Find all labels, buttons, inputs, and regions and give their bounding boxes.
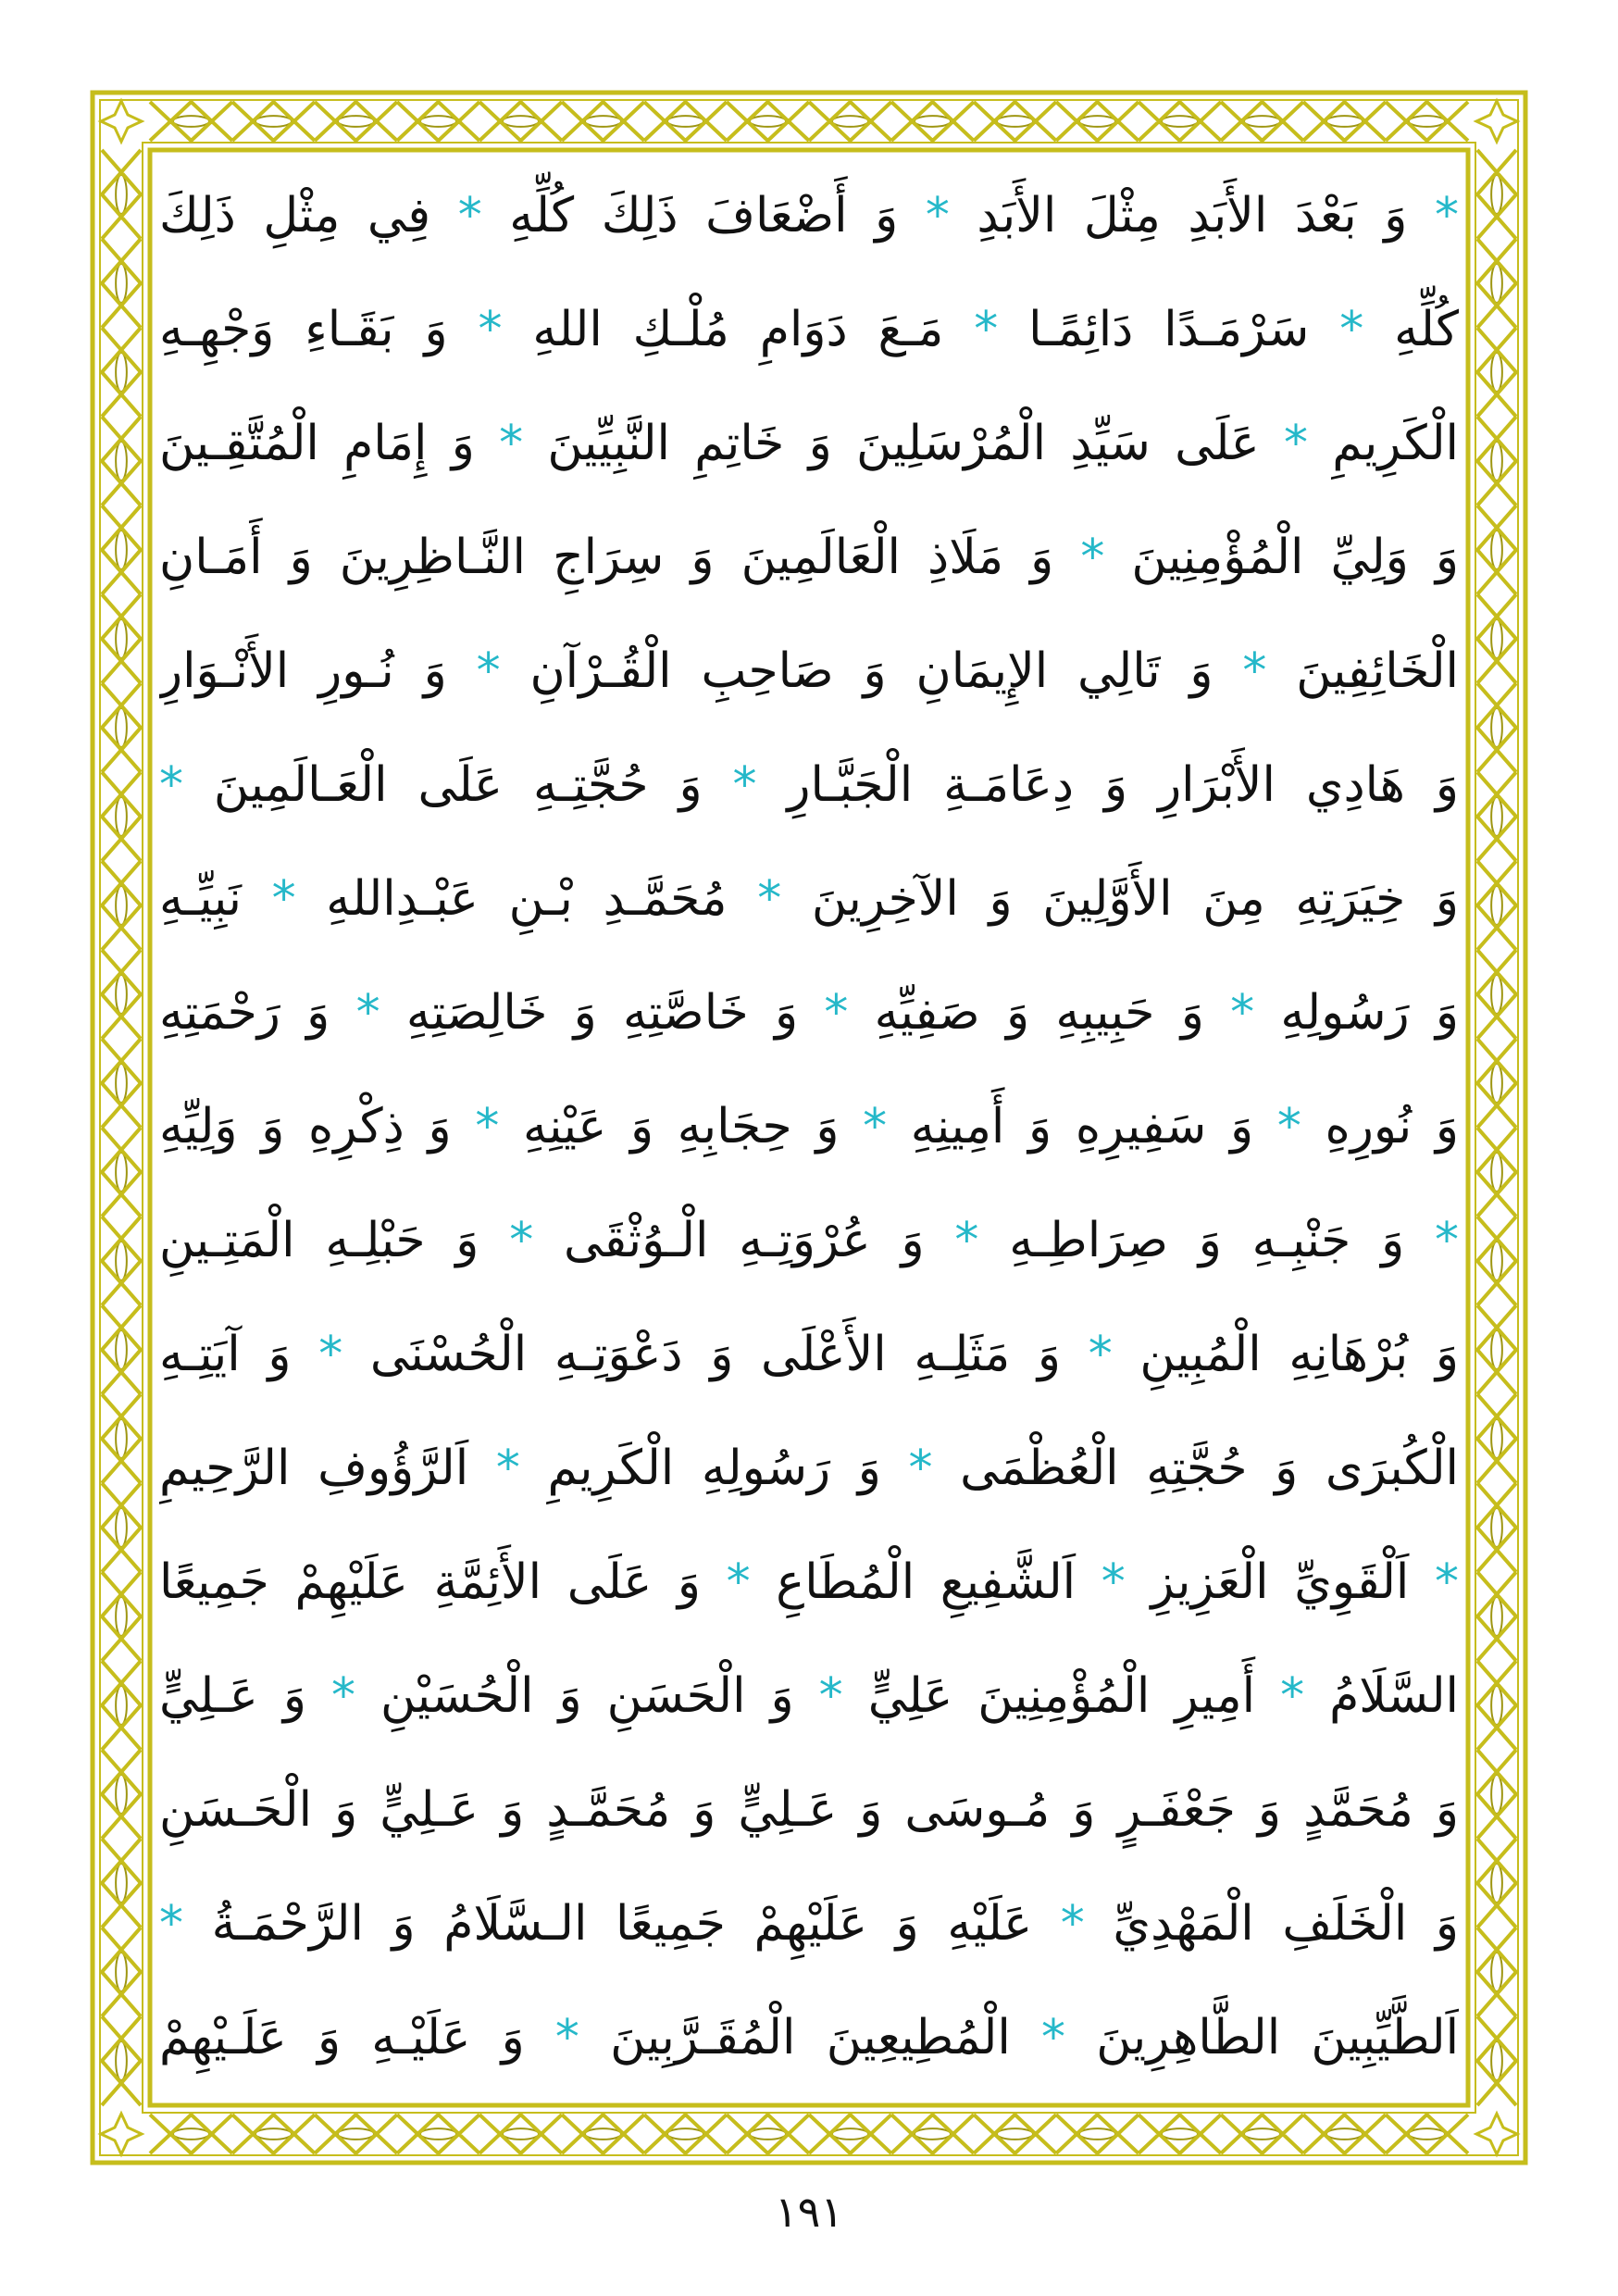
- text-line: وَ مُحَمَّدٍ وَ جَعْفَـرٍ وَ مُـوسَى وَ عَـلِيٍّ وَ مُحَمَّـدٍ وَ عَـلِيٍّ وَ الْحَـسَنِ: [159, 1782, 1459, 1838]
- text-line: وَ هَادِي الأَبْرَارِ وَ دِعَامَـةِ الْجَبَّـارِ * وَ حُجَّتِـهِ عَلَى الْعَـالَمِينَ *: [159, 757, 1459, 813]
- text-line: * وَ جَنْبِـهِ وَ صِرَاطِـهِ * وَ عُرْوَتِـهِ الْـوُثْقَى * وَ حَبْلِـهِ الْمَتِـينِ: [159, 1213, 1459, 1268]
- separator-star-icon: *: [1435, 1213, 1459, 1268]
- separator-star-icon: *: [1060, 1896, 1085, 1952]
- separator-star-icon: *: [271, 871, 296, 927]
- text-line: السَّلَامُ * أَمِيرِ الْمُؤْمِنِينَ عَلِيٍّ * وَ الْحَسَنِ وَ الْحُسَيْنِ * وَ عَـلِيٍّ: [159, 1668, 1459, 1724]
- separator-star-icon: *: [726, 1554, 751, 1610]
- separator-star-icon: *: [1230, 985, 1255, 1041]
- separator-star-icon: *: [1101, 1554, 1126, 1610]
- separator-star-icon: *: [355, 985, 380, 1041]
- text-body: [159, 159, 1459, 2098]
- page-number: ١٩١: [774, 2187, 844, 2237]
- separator-star-icon: *: [1280, 1668, 1305, 1724]
- separator-star-icon: *: [457, 188, 482, 243]
- text-line: كُلِّهِ * سَرْمَـدًا دَائِمًـا * مَـعَ دَوَامِ مُلْـكِ اللهِ * وَ بَقَـاءِ وَجْهِـهِ: [159, 302, 1459, 357]
- separator-star-icon: *: [499, 416, 524, 471]
- separator-star-icon: *: [159, 757, 183, 813]
- text-line: الْخَائِفِينَ * وَ تَالِي الإِيمَانِ وَ صَاحِبِ الْقُـرْآنِ * وَ نُـورِ الأَنْـوَارِ: [159, 643, 1459, 699]
- text-line: * اَلْقَوِيِّ الْعَزِيزِ * اَلشَّفِيعِ الْمُطَاعِ * وَ عَلَى الأَئِمَّةِ عَلَيْهِمْ جَمِيعًا: [159, 1554, 1459, 1610]
- separator-star-icon: *: [478, 302, 503, 357]
- separator-star-icon: *: [159, 1896, 183, 1952]
- text-line: الْكَرِيمِ * عَلَى سَيِّدِ الْمُرْسَلِينَ وَ خَاتِمِ النَّبِيِّينَ * وَ إِمَامِ الْمُتَّقِـينَ: [159, 416, 1459, 471]
- separator-star-icon: *: [330, 1668, 355, 1724]
- separator-star-icon: *: [974, 302, 999, 357]
- separator-star-icon: *: [476, 643, 501, 699]
- separator-star-icon: *: [954, 1213, 979, 1268]
- text-line: وَ خِيَرَتِهِ مِنَ الأَوَّلِينَ وَ الآخِرِينَ * مُحَمَّـدِ بْـنِ عَبْـدِاللهِ * نَبِيِّـهِ: [159, 871, 1459, 927]
- text-line: وَ بُرْهَانِهِ الْمُبِينِ * وَ مَثَلِـهِ الأَعْلَى وَ دَعْوَتِـهِ الْحُسْنَى * وَ آيَتِـهِ: [159, 1327, 1459, 1382]
- text-line: الْكُبرَى وَ حُجَّتِهِ الْعُظْمَى * وَ رَسُولِهِ الْكَرِيمِ * اَلرَّؤُوفِ الرَّحِيمِ: [159, 1441, 1459, 1496]
- separator-star-icon: *: [475, 1099, 500, 1154]
- separator-star-icon: *: [925, 188, 950, 243]
- separator-star-icon: *: [1242, 643, 1267, 699]
- separator-star-icon: *: [1080, 530, 1105, 585]
- text-line: اَلطَّيِّبِينَ الطَّاهِرِينَ * الْمُطِيعِينَ الْمُقَـرَّبِينَ * وَ عَلَيْـهِ وَ عَلَـيْهِمْ: [159, 2010, 1459, 2065]
- text-line: * وَ بَعْدَ الأَبَدِ مِثْلَ الأَبَدِ * وَ أَضْعَافَ ذَلِكَ كُلِّهِ * فِي مِثْلِ ذَلِكَ: [159, 188, 1459, 243]
- separator-star-icon: *: [757, 871, 782, 927]
- text-line: وَ الْخَلَفِ الْمَهْدِيِّ * عَلَيْهِ وَ عَلَيْهِمْ جَمِيعًا الـسَّلَامُ وَ الرَّحْمَـةُ *: [159, 1896, 1459, 1952]
- text-line: وَ وَلِيِّ الْمُؤْمِنِينَ * وَ مَلَاذِ الْعَالَمِينَ وَ سِرَاجِ النَّـاظِرِينَ وَ أَمَـانِ: [159, 530, 1459, 585]
- separator-star-icon: *: [1041, 2010, 1065, 2065]
- separator-star-icon: *: [509, 1213, 534, 1268]
- separator-star-icon: *: [732, 757, 757, 813]
- separator-star-icon: *: [1434, 188, 1459, 243]
- separator-star-icon: *: [908, 1441, 933, 1496]
- separator-star-icon: *: [1283, 416, 1308, 471]
- separator-star-icon: *: [318, 1327, 343, 1382]
- separator-star-icon: *: [863, 1099, 888, 1154]
- text-line: وَ نُورِهِ * وَ سَفِيرِهِ وَ أَمِينِهِ * وَ حِجَابِهِ وَ عَيْنِهِ * وَ ذِكْرِهِ وَ وَلِيِّهِ: [159, 1099, 1459, 1154]
- separator-star-icon: *: [1339, 302, 1364, 357]
- separator-star-icon: *: [1088, 1327, 1113, 1382]
- separator-star-icon: *: [495, 1441, 520, 1496]
- separator-star-icon: *: [554, 2010, 579, 2065]
- separator-star-icon: *: [1276, 1099, 1301, 1154]
- separator-star-icon: *: [824, 985, 849, 1041]
- text-line: وَ رَسُولِهِ * وَ حَبِيبِهِ وَ صَفِيِّهِ * وَ خَاصَّتِهِ وَ خَالِصَتِهِ * وَ رَحْمَتِهِ: [159, 985, 1459, 1041]
- separator-star-icon: *: [818, 1668, 843, 1724]
- separator-star-icon: *: [1435, 1554, 1459, 1610]
